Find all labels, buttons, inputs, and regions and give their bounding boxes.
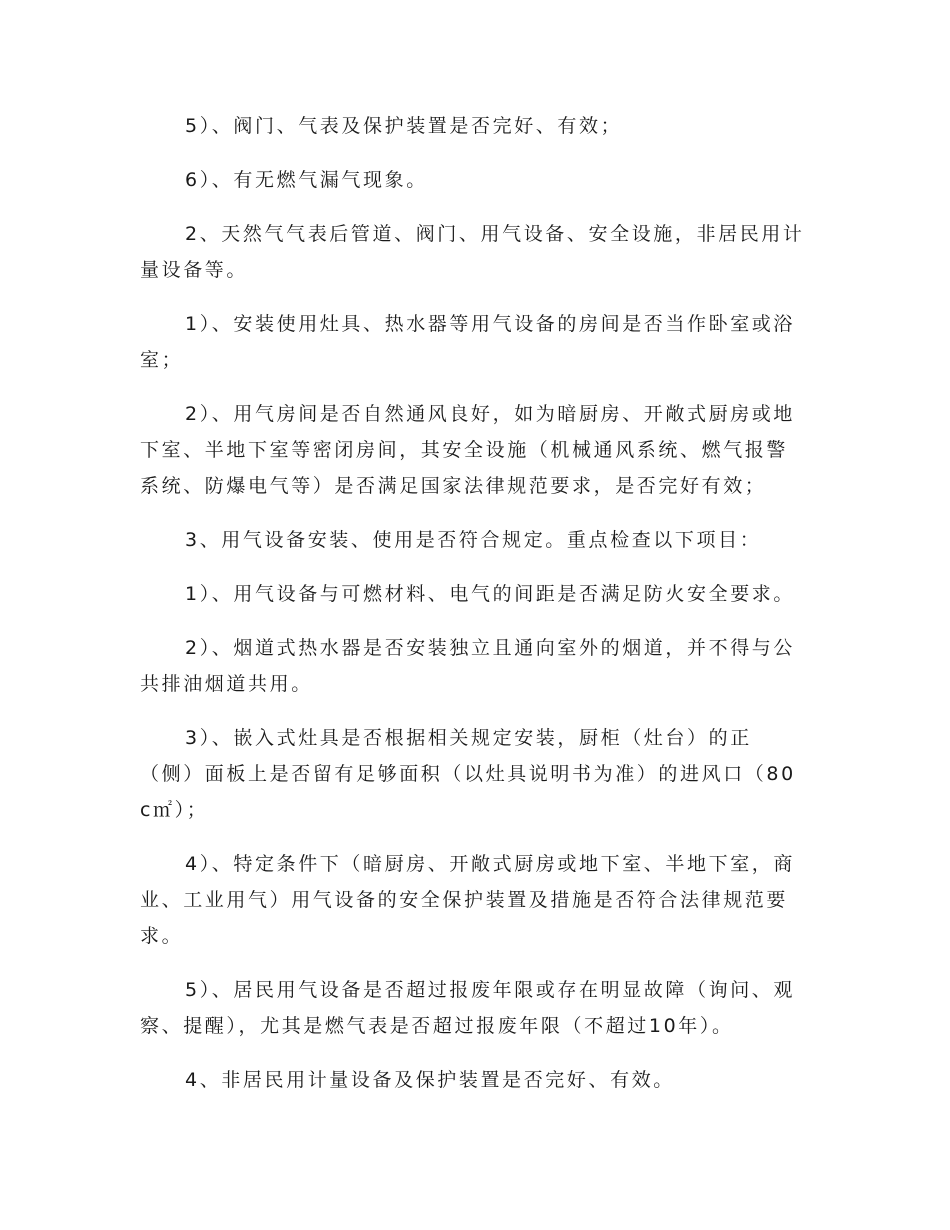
- text-line: 2、天然气气表后管道、阀门、用气设备、安全设施，非居民用计: [185, 223, 805, 245]
- text-line: 5）、阀门、气表及保护装置是否完好、有效；: [185, 115, 623, 137]
- text-line: 2）、用气房间是否自然通风良好，如为暗厨房、开敞式厨房或地: [185, 403, 795, 425]
- text-line: 察、提醒），尤其是燃气表是否超过报废年限（不超过10年）。: [140, 1015, 734, 1037]
- text-line: 3）、嵌入式灶具是否根据相关规定安装，厨柜（灶台）的正: [185, 727, 752, 749]
- text-line: 5）、居民用气设备是否超过报废年限或存在明显故障（询问、观: [185, 979, 795, 1001]
- text-line: 3、用气设备安装、使用是否符合规定。重点检查以下项目：: [185, 529, 762, 551]
- text-line: （侧）面板上是否留有足够面积（以灶具说明书为准）的进风口（80: [140, 763, 796, 785]
- text-line: 4、非居民用计量设备及保护装置是否完好、有效。: [185, 1069, 675, 1091]
- text-line: 4）、特定条件下（暗厨房、开敞式厨房或地下室、半地下室，商: [185, 853, 795, 875]
- text-line: 2）、烟道式热水器是否安装独立且通向室外的烟道，并不得与公: [185, 637, 795, 659]
- text-line: 1）、用气设备与可燃材料、电气的间距是否满足防火安全要求。: [185, 583, 795, 605]
- text-line: 下室、半地下室等密闭房间，其安全设施（机械通风系统、燃气报警: [140, 439, 789, 461]
- text-line: 1）、安装使用灶具、热水器等用气设备的房间是否当作卧室或浴: [185, 313, 795, 335]
- text-line: 求。: [140, 925, 184, 947]
- text-line: 共排油烟道共用。: [140, 673, 313, 695]
- text-line: 系统、防爆电气等）是否满足国家法律规范要求，是否完好有效；: [140, 475, 767, 497]
- text-line: 6）、有无燃气漏气现象。: [185, 169, 428, 191]
- text-line: 量设备等。: [140, 259, 249, 281]
- text-line: 业、工业用气）用气设备的安全保护装置及措施是否符合法律规范要: [140, 889, 789, 911]
- text-line: c㎡）；: [140, 799, 209, 821]
- text-line: 室；: [140, 349, 184, 371]
